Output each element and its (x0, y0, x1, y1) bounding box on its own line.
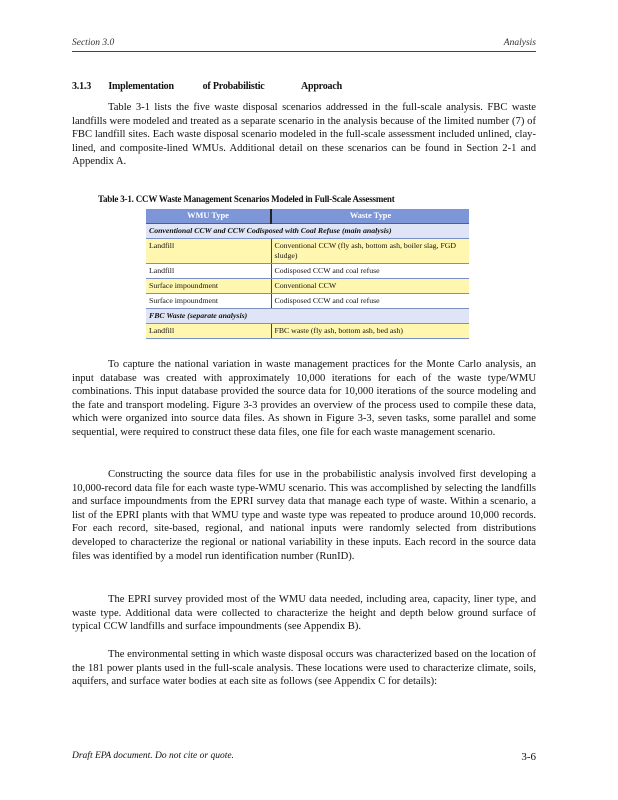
waste-cell: Codisposed CCW and coal refuse (271, 294, 469, 309)
table-header-row (146, 209, 469, 224)
paragraph-5: The environmental setting in which waste disposal occurs was characterized based on the location of the 181 power plants used in the full-scale analysis. These locations were used to characterize climate, soils, aquifers, and surface water bodies at each site as follows (see Appendix C for details): (72, 649, 536, 688)
header-title: Analysis (503, 38, 536, 48)
table-row (146, 279, 469, 294)
wmu-cell: Landfill (146, 239, 271, 264)
heading-word-2: of Probabilistic (202, 81, 265, 92)
table-row (146, 324, 469, 339)
table-row (146, 239, 469, 264)
page-number: 3-6 (521, 751, 536, 763)
wmu-cell: Landfill (146, 324, 271, 339)
scenario-table (146, 209, 469, 339)
group-row-main (146, 224, 469, 239)
table-row (146, 264, 469, 279)
waste-cell: Conventional CCW (fly ash, bottom ash, boiler slag, FGD sludge) (271, 239, 469, 264)
wmu-cell: Surface impoundment (146, 279, 271, 294)
waste-cell: FBC waste (fly ash, bottom ash, bed ash) (271, 324, 469, 339)
paragraph-3: Constructing the source data files for use in the probabilistic analysis involved first developing a 10,000-record data file for each waste type-WMU scenario. This was accomplished by selecting the landfills and surface impoundments from the EPRI survey data that manage each type of waste. Within a scenario, a list of the EPRI plants with that WMU type and waste type was repeated to produce around 10,000 records. For each record, site-based, regional, and national inputs were randomly selected from distributions developed to characterize the regional or national variability in these inputs. Each record in the source data files was identified by a model run identification number (RunID). (72, 469, 536, 562)
group-label-fbc: FBC Waste (separate analysis) (146, 309, 469, 324)
paragraph-2: To capture the national variation in waste management practices for the Monte Carlo analysis, an input database was created with approximately 10,000 iterations for each of the waste type/WMU combinations. This input database provided the source data for 10,000 iterations of the source modeling and the fate and transport modeling. Figure 3-3 provides an overview of the process used to compile these data, which were organized into source data files. As shown in Figure 3-3, seven tasks, some parallel and some sequential, were required to construct these data files, one file for each waste management scenario. (72, 359, 536, 438)
wmu-cell: Landfill (146, 264, 271, 279)
heading-word-1: Implementation (108, 81, 174, 92)
table-caption: Table 3-1. CCW Waste Management Scenarios Modeled in Full-Scale Assessment (98, 194, 395, 204)
col-waste-type: Waste Type (271, 209, 469, 224)
heading-word-3: Approach (300, 81, 342, 92)
table-row (146, 294, 469, 309)
paragraph-1: Table 3-1 lists the five waste disposal scenarios addressed in the full-scale analysis. FBC waste landfills were modeled and treated as a separate scenario in the analysis because of the limited number (7) of FBC landfill sites. Each waste disposal scenario modeled in the full-scale assessment included unlined, clay-lined, and composite-lined WMUs. Additional detail on these scenarios can be found in Section 2-1 and Appendix A. (72, 102, 536, 168)
waste-cell: Codisposed CCW and coal refuse (271, 264, 469, 279)
header-rule (72, 51, 536, 52)
wmu-cell: Surface impoundment (146, 294, 271, 309)
col-wmu-type: WMU Type (146, 209, 271, 224)
group-label-main: Conventional CCW and CCW Codisposed with Coal Refuse (main analysis) (146, 224, 469, 239)
section-heading (72, 81, 342, 92)
footer-note: Draft EPA document. Do not cite or quote. (72, 751, 234, 761)
heading-number: 3.1.3 (72, 81, 92, 92)
paragraph-4: The EPRI survey provided most of the WMU data needed, including area, capacity, liner type, and waste type. Additional data were collected to characterize the height and depth below ground surface of typical CCW landfills and surface impoundments (see Appendix B). (72, 594, 536, 633)
header-section: Section 3.0 (72, 38, 115, 48)
waste-cell: Conventional CCW (271, 279, 469, 294)
group-row-fbc (146, 309, 469, 324)
